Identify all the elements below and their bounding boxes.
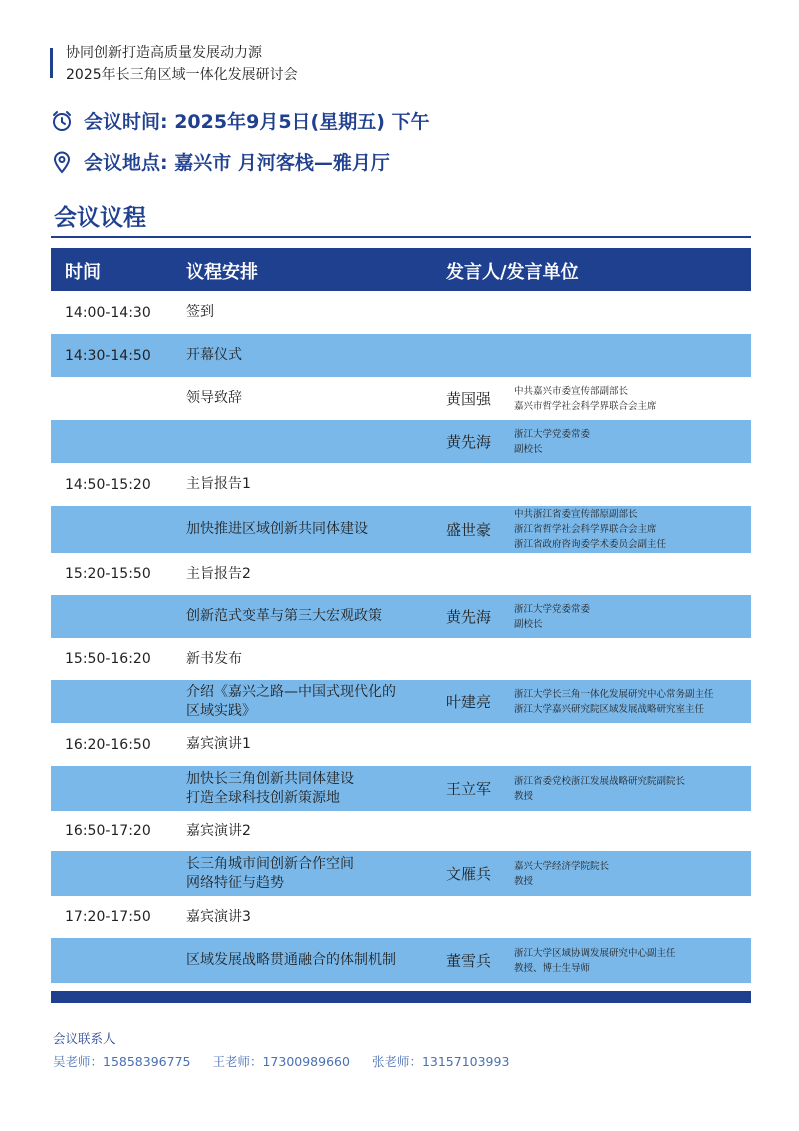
row-agenda-item: [186, 595, 382, 638]
agenda-title: 会议议程: [54, 205, 146, 231]
table-row: [51, 938, 751, 983]
speaker-unit-line: 教授: [514, 790, 534, 802]
speaker-unit-line: 教授: [514, 875, 534, 887]
row-agenda-item: [186, 723, 251, 766]
row-time: 16:50-17:20: [65, 823, 151, 839]
row-agenda-item: [186, 766, 354, 811]
row-agenda-item: [186, 377, 242, 420]
row-speaker-name: 文雁兵: [446, 865, 492, 883]
agenda-item-line: 嘉宾演讲1: [186, 736, 251, 752]
agenda-item-line: 打造全球科技创新策源地: [186, 789, 340, 806]
header-title: 2025年长三角区域一体化发展研讨会: [66, 67, 298, 83]
row-speaker-unit: [514, 938, 676, 983]
agenda-item-line: 加快推进区域创新共同体建设: [186, 521, 368, 537]
agenda-item-line: 加快长三角创新共同体建设: [186, 770, 354, 787]
row-speaker-unit: [514, 851, 609, 896]
speaker-unit-line: 浙江大学党委常委: [514, 428, 591, 440]
row-time: 14:00-14:30: [65, 304, 151, 321]
agenda-table-body: [51, 291, 751, 983]
header-accent-bar: [50, 48, 53, 78]
agenda-title-rule: [51, 236, 751, 238]
table-row: [51, 506, 751, 553]
agenda-table: [51, 248, 751, 983]
row-speaker-name: 黄国强: [446, 390, 492, 408]
agenda-item-line: 领导致辞: [186, 390, 242, 406]
agenda-item-line: 新书发布: [186, 650, 242, 667]
table-row: [51, 680, 751, 723]
alarm-clock-icon: [50, 109, 74, 133]
meeting-time-text: 会议时间: 2025年9月5日(星期五) 下午: [84, 111, 430, 133]
location-pin-icon: [50, 150, 74, 174]
agenda-item-line: 主旨报告2: [186, 565, 251, 582]
table-row: [51, 595, 751, 638]
row-time: 16:20-16:50: [65, 736, 151, 753]
agenda-table-header: [51, 248, 751, 291]
row-agenda-item: [186, 680, 396, 723]
agenda-item-line: 开幕仪式: [186, 347, 242, 363]
row-speaker-unit: [514, 680, 714, 723]
table-row: [51, 334, 751, 377]
column-header-speaker: 发言人/发言单位: [446, 262, 579, 283]
row-agenda-item: [186, 896, 251, 938]
row-agenda-item: [186, 938, 396, 983]
speaker-unit-line: 中共嘉兴市委宣传部副部长: [514, 385, 629, 397]
row-speaker-unit: [514, 766, 685, 811]
row-agenda-item: [186, 334, 242, 377]
row-agenda-item: [186, 638, 242, 680]
row-agenda-item: [186, 463, 251, 506]
speaker-unit-line: 浙江省委党校浙江发展战略研究院副院长: [514, 775, 686, 787]
speaker-unit-line: 浙江大学党委常委: [514, 603, 591, 615]
speaker-unit-line: 教授、博士生导师: [514, 962, 591, 974]
table-row: [51, 638, 751, 680]
row-agenda-item: [186, 291, 214, 334]
table-row: [51, 811, 751, 851]
agenda-item-line: 区域发展战略贯通融合的体制机制: [186, 952, 396, 968]
row-speaker-unit: [514, 377, 657, 420]
contact-person: 王老师：17300989660: [212, 1054, 350, 1069]
row-agenda-item: [186, 553, 251, 595]
row-agenda-item: [186, 506, 368, 553]
agenda-item-line: 长三角城市间创新合作空间: [186, 855, 354, 872]
row-speaker-unit: [514, 420, 590, 463]
meeting-place: [50, 148, 390, 175]
table-row: [51, 463, 751, 506]
speaker-unit-line: 中共浙江省委宣传部原副部长: [514, 509, 638, 520]
row-speaker-name: 黄先海: [446, 608, 492, 626]
column-header-time: 时间: [65, 262, 101, 283]
agenda-item-line: 签到: [186, 304, 214, 320]
row-agenda-item: [186, 811, 251, 851]
table-row: [51, 377, 751, 420]
row-time: 14:50-15:20: [65, 476, 151, 493]
meeting-time: [50, 107, 430, 134]
agenda-item-line: 区域实践》: [186, 702, 256, 719]
row-speaker-unit: [514, 595, 590, 638]
row-speaker-name: 董雪兵: [446, 952, 492, 970]
row-speaker-name: 黄先海: [446, 433, 492, 451]
speaker-unit-line: 浙江省政府咨询委学术委员会副主任: [514, 539, 667, 550]
table-row: [51, 851, 751, 896]
agenda-item-line: 网络特征与趋势: [186, 874, 284, 891]
speaker-unit-line: 浙江省哲学社会科学界联合会主席: [514, 524, 657, 535]
contact-list: [53, 1052, 527, 1070]
table-row: [51, 896, 751, 938]
agenda-item-line: 介绍《嘉兴之路—中国式现代化的: [186, 683, 396, 700]
speaker-unit-line: 浙江大学区域协调发展研究中心副主任: [514, 947, 676, 959]
agenda-item-line: 嘉宾演讲2: [186, 822, 251, 839]
contact-person: 张老师：13157103993: [371, 1054, 510, 1069]
table-row: [51, 553, 751, 595]
speaker-unit-line: 浙江大学嘉兴研究院区域发展战略研究室主任: [514, 703, 705, 715]
speaker-unit-line: 副校长: [514, 443, 543, 455]
speaker-unit-line: 嘉兴市哲学社会科学界联合会主席: [514, 400, 657, 412]
row-time: 15:50-16:20: [65, 651, 151, 667]
column-header-item: 议程安排: [186, 262, 258, 283]
row-speaker-unit: [514, 506, 666, 553]
speaker-unit-line: 浙江大学长三角一体化发展研究中心常务副主任: [514, 688, 714, 700]
row-time: 14:30-14:50: [65, 347, 151, 364]
table-row: [51, 766, 751, 811]
row-speaker-name: 盛世豪: [446, 521, 492, 539]
row-speaker-name: 王立军: [446, 780, 492, 798]
footer-bar: [51, 991, 751, 1003]
agenda-item-line: 主旨报告1: [186, 476, 251, 492]
table-row: [51, 291, 751, 334]
row-agenda-item: [186, 851, 354, 896]
table-row: [51, 723, 751, 766]
contact-title: 会议联系人: [53, 1031, 116, 1046]
contact-person: 吴老师：15858396775: [53, 1054, 191, 1069]
table-row: [51, 420, 751, 463]
row-time: 17:20-17:50: [65, 909, 151, 925]
row-speaker-name: 叶建亮: [446, 693, 492, 711]
speaker-unit-line: 嘉兴大学经济学院院长: [514, 860, 610, 872]
row-time: 15:20-15:50: [65, 566, 151, 582]
speaker-unit-line: 副校长: [514, 618, 543, 630]
agenda-item-line: 嘉宾演讲3: [186, 908, 251, 925]
header-subtitle: 协同创新打造高质量发展动力源: [66, 45, 262, 61]
meeting-place-text: 会议地点: 嘉兴市 月河客栈—雅月厅: [84, 152, 390, 174]
agenda-item-line: 创新范式变革与第三大宏观政策: [186, 608, 382, 624]
